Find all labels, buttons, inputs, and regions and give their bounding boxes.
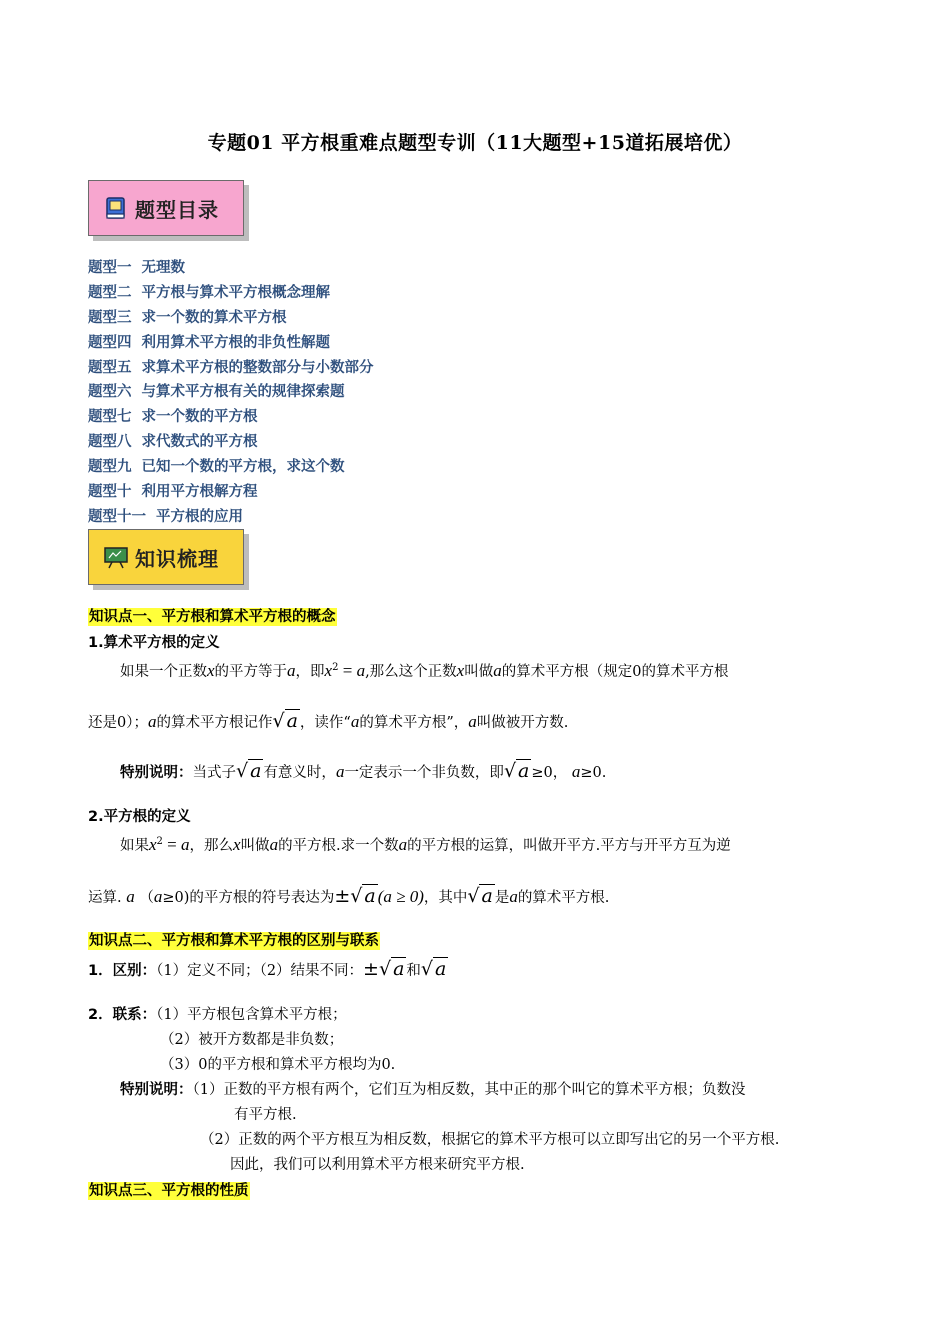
kp2-note-2b: 因此，我们可以利用算术平方根来研究平方根. [230, 1157, 525, 1173]
toc-item[interactable] [88, 430, 374, 455]
kp2-link-label: 2．联系：（1）平方根包含算术平方根； [88, 1007, 347, 1023]
kp3-heading-text: 知识点三、平方根的性质 [89, 1183, 249, 1199]
kp2-link-item-2: （2）被开方数都是非负数； [160, 1032, 344, 1048]
kp2-heading [88, 929, 380, 950]
toc-item-number: 题型二 [88, 284, 132, 301]
kp1-note: 特别说明：当式子√ a 有意义时，a一定表示一个非负数，即√ a ≥0， a≥0. [120, 760, 607, 782]
book-icon [103, 195, 129, 221]
toc-item-text: 无理数 [141, 260, 185, 276]
toc-item-text: 已知一个数的平方根，求这个数 [141, 459, 345, 476]
toc-item-number: 题型八 [88, 434, 132, 451]
toc-item-number: 题型三 [88, 309, 132, 326]
toc-item-text: 利用平方根解方程 [141, 484, 258, 501]
toc-item[interactable] [88, 356, 374, 381]
toc-item[interactable] [88, 380, 374, 405]
chalkboard-icon [103, 544, 129, 570]
toc-item-number: 题型七 [88, 409, 132, 426]
toc-item-number: 题型六 [88, 384, 132, 401]
kp3-heading [88, 1179, 250, 1200]
kp1-s2-line2: 运算. a （a≥0)的平方根的符号表达为±√ a (a ≥ 0)，其中√ a 是a的算术平方根. [88, 885, 610, 907]
toc-list [88, 256, 374, 530]
kp1-heading [88, 605, 337, 626]
toc-item-number: 题型十 [88, 484, 132, 501]
toc-item[interactable] [88, 256, 374, 281]
kp1-heading-text: 知识点一、平方根和算术平方根的概念 [89, 609, 336, 625]
toc-item-number: 题型五 [88, 359, 132, 376]
toc-item-text: 利用算术平方根的非负性解题 [141, 334, 330, 351]
toc-item-text: 平方根与算术平方根概念理解 [141, 284, 330, 301]
toc-item-text: 求代数式的平方根 [141, 434, 258, 451]
toc-item-number: 题型九 [88, 459, 132, 476]
kp2-heading-text: 知识点二、平方根和算术平方根的区别与联系 [89, 933, 379, 949]
toc-item-number: 题型一 [88, 260, 132, 276]
toc-item[interactable] [88, 306, 374, 331]
toc-item-text: 求算术平方根的整数部分与小数部分 [141, 359, 374, 376]
kp2-diff: 1．区别：（1）定义不同；（2）结果不同：±√ a 和√ a [88, 958, 447, 980]
kp2-note-1b: 有平方根. [234, 1107, 297, 1123]
kp1-s2-title: 2.平方根的定义 [88, 809, 191, 825]
page-title: 专题01 平方根重难点题型专训（11大题型+15道拓展培优） [207, 132, 743, 154]
kp1-s1-line2: 还是0）；a的算术平方根记作√ a ，读作“a的算术平方根”，a叫做被开方数. [88, 710, 569, 732]
toc-item-text: 与算术平方根有关的规律探索题 [141, 384, 345, 401]
kp1-s2-line1: 如果$x^2 = a$，那么x叫做a的平方根.求一个数a的平方根的运算，叫做开平方.平方与开平方互为逆 [120, 835, 731, 854]
kp2-note-1: 特别说明：（1）正数的平方根有两个，它们互为相反数，其中正的那个叫它的算术平方根；负数没 [120, 1082, 746, 1098]
kp2-link-item-3: （3）0的平方根和算术平方根均为0. [160, 1057, 396, 1073]
toc-item[interactable] [88, 455, 374, 480]
toc-banner [88, 180, 244, 236]
kp1-s1-title: 1.算术平方根的定义 [88, 635, 220, 651]
toc-item-number: 题型四 [88, 334, 132, 351]
toc-banner-label: 题型目录 [135, 197, 219, 222]
toc-item[interactable] [88, 480, 374, 505]
knowledge-banner-label: 知识梳理 [135, 546, 219, 571]
toc-item-text: 求一个数的平方根 [141, 409, 258, 426]
toc-item-text: 平方根的应用 [156, 508, 243, 525]
kp2-note-2: （2）正数的两个平方根互为相反数，根据它的算术平方根可以立即写出它的另一个平方根. [200, 1132, 780, 1148]
toc-item[interactable] [88, 505, 374, 530]
toc-item[interactable] [88, 281, 374, 306]
toc-item-text: 求一个数的算术平方根 [141, 309, 287, 326]
toc-item-number: 题型十一 [88, 508, 146, 525]
kp1-s1-line1: 如果一个正数x的平方等于a，即$x^2 = a$,那么这个正数x叫做a的算术平方根（规定0的算术平方根 [120, 661, 729, 680]
knowledge-banner [88, 529, 244, 585]
toc-item[interactable] [88, 331, 374, 356]
toc-item[interactable] [88, 405, 374, 430]
